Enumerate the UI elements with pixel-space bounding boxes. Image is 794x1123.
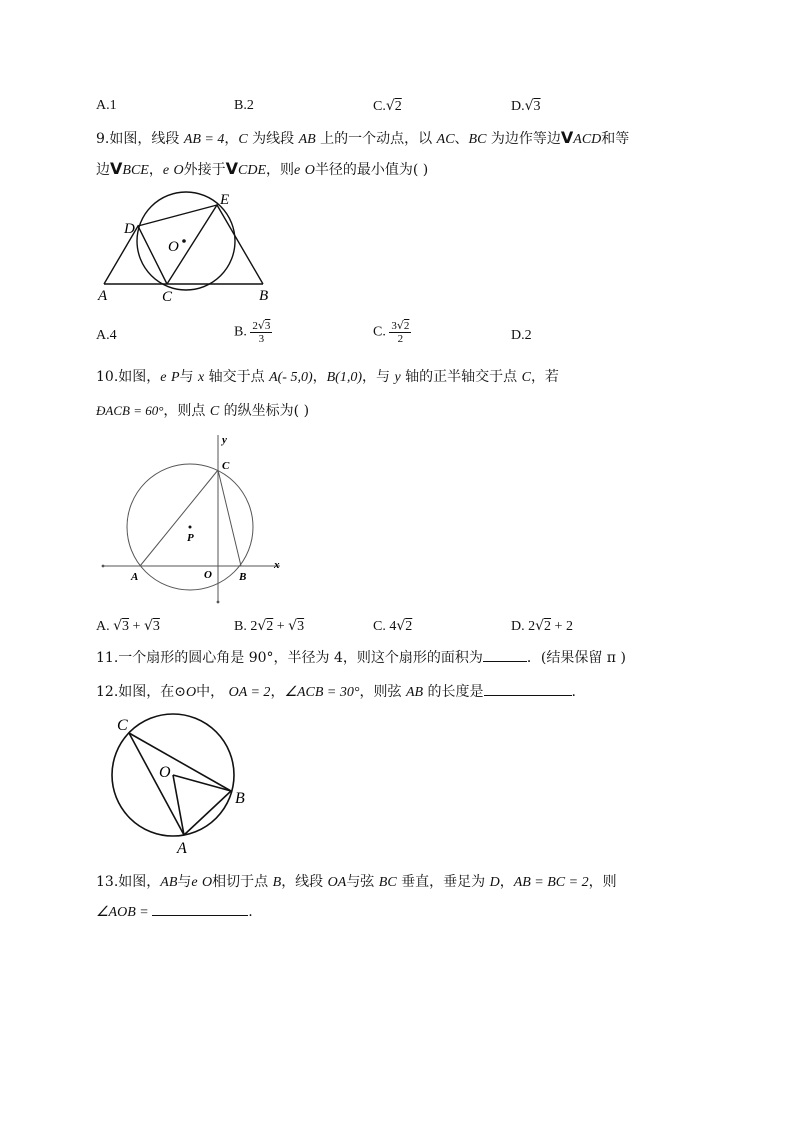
q9-text: 外接于 — [183, 162, 226, 178]
q10-option-a-label: A. — [96, 619, 110, 634]
q8-option-b-text: B.2 — [234, 98, 254, 113]
q12-label-a: A — [177, 840, 187, 857]
circle-icon: e — [160, 370, 167, 385]
q9-circle-o: O — [304, 163, 315, 178]
q10-option-c-label: C. — [373, 619, 386, 634]
triangle-icon: V — [225, 159, 239, 178]
q10-angle-condition: ÐACB = 60° — [96, 403, 164, 418]
coefficient: 3 — [391, 320, 397, 332]
q9-text: ，则 — [266, 162, 295, 178]
q13-line-2 — [96, 903, 253, 921]
q10-y-var: y — [394, 370, 401, 385]
q9-label-d: D — [124, 221, 135, 237]
q10-option-d-label: D. — [511, 619, 525, 634]
sqrt-sign: √ — [524, 98, 534, 114]
q12-label-o: O — [159, 764, 171, 781]
sqrt-sign: √ — [396, 618, 406, 634]
q13-angle-aob: ∠AOB = — [96, 905, 153, 920]
q12-chord-ab: AB — [405, 685, 424, 700]
q10-point-c: C — [209, 404, 220, 419]
q12-circle-o: O — [186, 685, 197, 700]
q12-segment-ob — [173, 775, 231, 791]
q10-label-c: C — [222, 460, 230, 472]
q9-text: 边 — [96, 162, 110, 178]
q13-point-b: B — [272, 875, 282, 890]
q9-text: 为边作等边 — [486, 131, 561, 147]
q10-text: 轴的正半轴交于点 — [400, 369, 522, 385]
q10-point-a: A(- 5,0) — [269, 370, 313, 385]
q9-label-b: B — [259, 288, 269, 304]
q12-angle-acb: ∠ACB = 30° — [284, 685, 360, 700]
q10-label-b: B — [239, 571, 247, 583]
fraction-denominator: 3 — [258, 333, 265, 345]
q13-text: 与 — [177, 874, 192, 890]
q13-oa: OA — [327, 875, 347, 890]
radicand: 2 — [405, 619, 413, 634]
coefficient: 4 — [389, 619, 397, 634]
sqrt-sign: √ — [535, 618, 545, 634]
q9-segment-bc: BC — [468, 132, 487, 147]
q13-text: ，则 — [588, 874, 617, 890]
q10-label-p: P — [187, 532, 194, 544]
radicand: 2 — [403, 320, 410, 332]
q12-text: ，则弦 — [359, 684, 406, 700]
coefficient: 2 — [252, 320, 258, 332]
q10-text: ， — [312, 369, 327, 385]
q8-option-d-radicand: 3 — [533, 99, 541, 114]
q9-triangle-cde: CDE — [238, 163, 267, 178]
q9-label-c: C — [162, 289, 173, 305]
radicand: 3 — [264, 320, 271, 332]
sqrt-sign: √ — [396, 319, 404, 332]
q13-circle-o: O — [202, 875, 213, 890]
radicand: 3 — [152, 619, 160, 634]
q9-label-a: A — [98, 288, 108, 304]
sqrt-sign: √ — [288, 618, 298, 634]
q9-text: 9.如图，线段 — [96, 131, 184, 147]
sqrt-sign: √ — [385, 98, 395, 114]
q8-option-a-text: A.1 — [96, 98, 117, 113]
q12-oa: OA = 2 — [228, 685, 271, 700]
q10-text: 轴交于点 — [204, 369, 270, 385]
q12-segment-ab — [184, 791, 231, 835]
q9-text: 为线段 — [247, 131, 299, 147]
q13-answer-blank[interactable] — [152, 903, 248, 916]
plus: + — [129, 619, 144, 634]
q9-option-a-text: A.4 — [96, 328, 117, 343]
q11-text: ．(结果保留 π ) — [526, 650, 626, 666]
q10-point-b: B(1,0) — [326, 370, 363, 385]
radicand: 2 — [266, 619, 274, 634]
q8-option-d-label: D. — [511, 99, 525, 114]
q9-segment-ac: AC — [436, 132, 455, 147]
q9-label-o: O — [168, 239, 179, 255]
q12-text: ， — [270, 684, 285, 700]
q13-point-d: D — [489, 875, 500, 890]
radicand: 2 — [544, 619, 552, 634]
q9-text: 上的一个动点，以 — [315, 131, 437, 147]
q12-label-c: C — [117, 717, 128, 734]
q9-label-e: E — [220, 192, 230, 208]
q11-text: 11.一个扇形的圆心角是 90°，半径为 4，则这个扇形的面积为 — [96, 650, 483, 666]
q10-text: ，若 — [530, 369, 559, 385]
q13-ab: AB — [160, 875, 178, 890]
q13-text: ，线段 — [281, 874, 328, 890]
sqrt-sign: √ — [257, 618, 267, 634]
q8-option-c-label: C. — [373, 99, 386, 114]
coefficient: 2 — [528, 619, 536, 634]
q13-equation: AB = BC = 2 — [513, 875, 589, 890]
q9-triangle-acd: ACD — [573, 132, 602, 147]
q9-ab-eq: AB = 4 — [183, 132, 225, 147]
q13-bc: BC — [378, 875, 397, 890]
q9-option-d-text: D.2 — [511, 328, 532, 343]
q8-option-c-radicand: 2 — [394, 99, 402, 114]
q10-point-c: C — [521, 370, 531, 385]
q10-text: ，则点 — [163, 403, 210, 419]
plus: + — [273, 619, 289, 634]
q9-text: ， — [148, 162, 163, 178]
triangle-icon: V — [110, 159, 123, 178]
tail: + 2 — [551, 619, 573, 634]
circle-icon: e — [294, 163, 301, 178]
q10-text: 的纵坐标为( ) — [219, 403, 310, 419]
q10-label-a: A — [131, 571, 139, 583]
q13-text: . — [248, 904, 253, 920]
q12-label-b: B — [235, 790, 245, 807]
circle-icon: e — [162, 163, 170, 178]
q10-label-o: O — [204, 569, 212, 581]
q13-line-1 — [96, 871, 617, 891]
q9-point-c: C — [238, 132, 248, 147]
fraction-denominator: 2 — [397, 333, 404, 345]
q9-segment-ab: AB — [298, 132, 316, 147]
q13-text: ， — [499, 874, 514, 890]
q9-text: 半径的最小值为( ) — [314, 162, 429, 178]
coefficient: 2 — [250, 619, 258, 634]
q12-text: 中， — [196, 684, 225, 700]
q10-circle-p: P — [170, 370, 180, 385]
sqrt-sign: √ — [143, 618, 153, 634]
q12-text: 12.如图，在⊙ — [96, 684, 186, 700]
q9-option-c-label: C. — [373, 324, 386, 340]
circle-icon: e — [191, 875, 198, 890]
q13-text: 与弦 — [346, 874, 379, 890]
q10-label-y: y — [222, 434, 227, 446]
q9-circle-o: O — [173, 163, 184, 178]
q13-text: 垂直，垂足为 — [396, 874, 490, 890]
sqrt-sign: √ — [257, 319, 265, 332]
q9-triangle-bce: BCE — [122, 163, 149, 178]
q13-text: 相切于点 — [212, 874, 273, 890]
q10-x-var: x — [197, 370, 205, 385]
q10-option-b-label: B. — [234, 619, 247, 634]
q9-text: 、 — [454, 131, 469, 147]
q10-text: 10.如图， — [96, 369, 161, 385]
q9-text: 和等 — [601, 131, 630, 147]
q10-text: ，与 — [362, 369, 395, 385]
sqrt-sign: √ — [113, 618, 123, 634]
triangle-icon: V — [560, 128, 574, 147]
q9-text: ， — [224, 131, 239, 147]
q9-option-b-label: B. — [234, 324, 247, 340]
q10-label-x: x — [274, 559, 280, 571]
q12-text: . — [571, 684, 576, 700]
q10-text: 与 — [179, 369, 198, 385]
q12-text: 的长度是 — [423, 684, 484, 700]
q13-text: 13.如图， — [96, 874, 161, 890]
radicand: 3 — [122, 619, 130, 634]
radicand: 3 — [297, 619, 305, 634]
